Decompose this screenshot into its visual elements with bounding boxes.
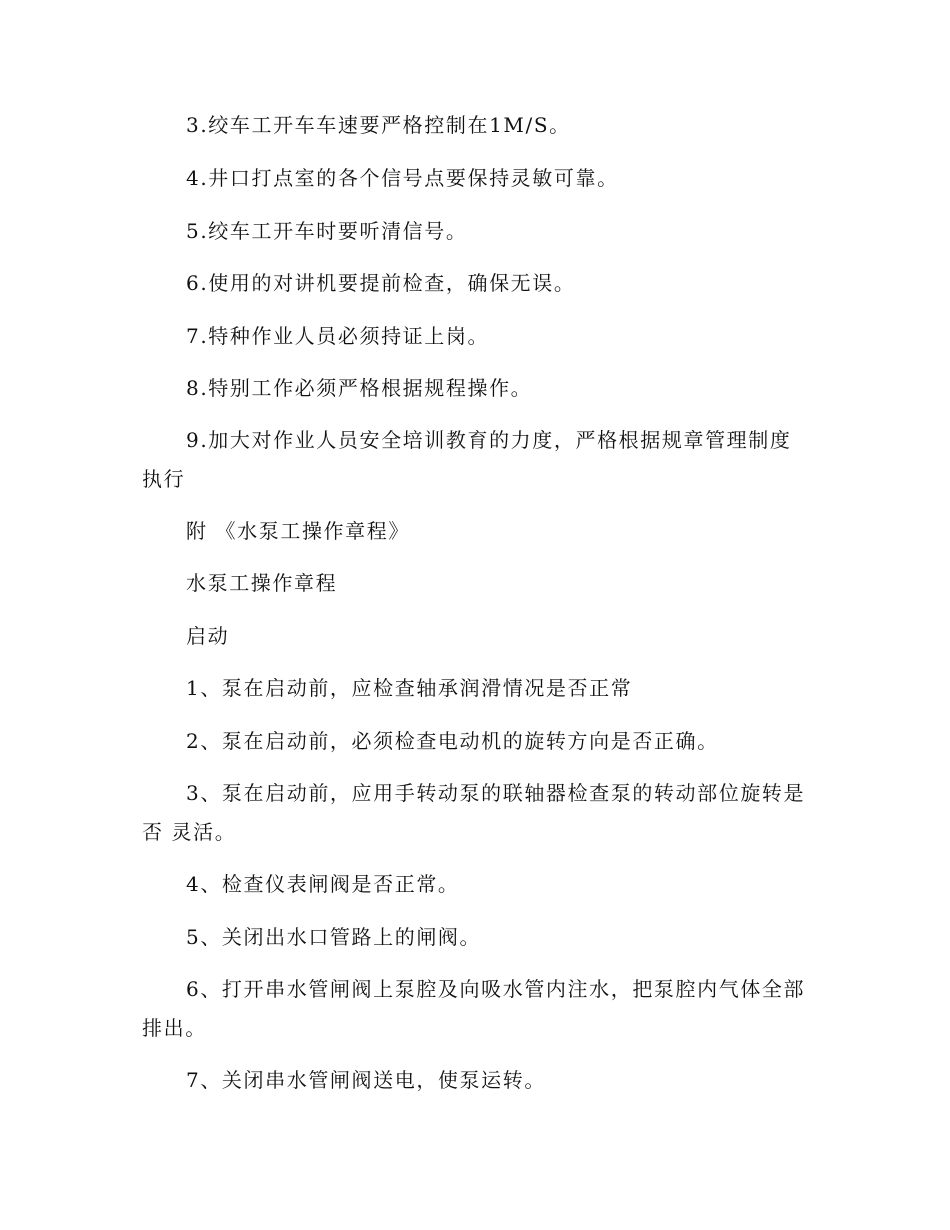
step-4-gauge-valves: 4、检查仪表闸阀是否正常。 [186,872,460,896]
section-title: 水泵工操作章程 [186,571,338,595]
step-3-coupling-check: 3、泵在启动前，应用手转动泵的联轴器检查泵的转动部位旋转是否 灵活。 [142,781,806,844]
step-6-priming: 6、打开串水管闸阀上泵腔及向吸水管内注水，把泵腔内气体全部排出。 [142,977,806,1040]
appendix-reference: 附 《水泵工操作章程》 [186,519,410,543]
paragraph-4-signal-points: 4.井口打点室的各个信号点要保持灵敏可靠。 [186,166,619,190]
paragraph-7-certified-staff: 7.特种作业人员必须持证上岗。 [186,324,490,348]
paragraph-8-follow-rules: 8.特别工作必须严格根据规程操作。 [186,376,533,400]
step-5-close-outlet-valve: 5、关闭出水口管路上的闸阀。 [186,925,482,949]
paragraph-5-listen-signal: 5.绞车工开车时要听清信号。 [186,219,468,243]
step-7-power-on: 7、关闭串水管闸阀送电，使泵运转。 [186,1068,546,1092]
paragraph-6-walkie-talkie: 6.使用的对讲机要提前检查，确保无误。 [186,271,576,295]
paragraph-9-safety-training: 9.加大对作业人员安全培训教育的力度，严格根据规章管理制度执行 [142,428,792,491]
step-2-rotation-direction: 2、泵在启动前，必须检查电动机的旋转方向是否正确。 [186,729,719,753]
subsection-start: 启动 [186,624,230,648]
step-1-lubrication: 1、泵在启动前，应检查轴承润滑情况是否正常 [186,676,633,700]
paragraph-3-winch-speed: 3.绞车工开车车速要严格控制在1M/S。 [186,113,571,137]
